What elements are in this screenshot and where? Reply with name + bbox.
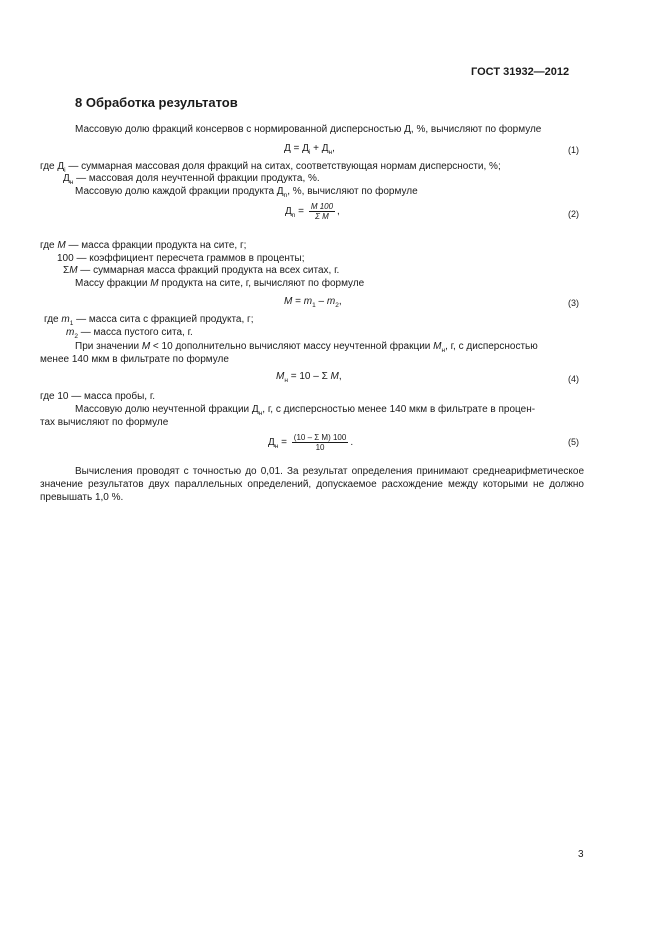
equation-3: $M = m_1 - m_2$, [284, 296, 342, 309]
equation-2: $Д_n$ = $\frac{M 100}{\text{Σ M}}$ , [285, 202, 340, 221]
equation-1: $Д = Д_i + Д_н$, [284, 143, 335, 156]
paragraph-5b: тах вычисляют по формуле [40, 417, 169, 428]
fraction-5: $\frac{\text{(10 – Σ M) 100}}{10}$ [293, 433, 347, 452]
definition-2c: ΣM — суммарная масса фракций продукта на всех ситах, г. [63, 265, 340, 276]
definition-3a: где $m_1$ — масса сита с фракцией продукта, г; [44, 314, 254, 327]
equation-2-number: (2) [568, 209, 579, 219]
equation-3-number: (3) [568, 298, 579, 308]
equation-5-number: (5) [568, 437, 579, 447]
paragraph-3: Массу фракции M продукта на сите, г, вычисляют по формуле [75, 278, 365, 289]
paragraph-2: Массовую долю каждой фракции продукта $Д_n$, %, вычисляют по формуле [75, 186, 418, 199]
fraction-2: $\frac{M 100}{\text{Σ M}}$ [310, 202, 334, 221]
paragraph-1: Массовую долю фракций консервов с нормированной дисперсностью Д, %, вычисляют по формуле [75, 124, 542, 135]
paragraph-6: Вычисления проводят с точностью до 0,01. За результат определения принимают среднеарифметическое значение результатов двух параллельных определений, допускаемое расхождение между которыми не должно превышать 1,0 %. [40, 466, 584, 503]
definition-2a: где M — масса фракции продукта на сите, г; [40, 240, 247, 251]
definition-2b: 100 — коэффициент пересчета граммов в проценты; [57, 253, 305, 264]
section-heading [75, 95, 238, 110]
equation-4: $M_н = 10 - \Sigma$ M, [276, 371, 342, 384]
equation-1-number: (1) [568, 145, 579, 155]
page-number: 3 [578, 849, 584, 860]
equation-4-number: (4) [568, 374, 579, 384]
equation-5: $Д_н$ = $\frac{\text{(10 – Σ M) 100}}{10}$ . [268, 433, 354, 452]
definition-1b: $Д_н$ — массовая доля неучтенной фракции продукта, %. [63, 173, 320, 186]
definition-1a: где $Д_i$ — суммарная массовая доля фракций на ситах, соответствующая нормам дисперсности, %; [40, 161, 501, 174]
paragraph-4b: менее 140 мкм в фильтрате по формуле [40, 354, 229, 365]
definition-3b: $m_2$ — масса пустого сита, г. [66, 327, 193, 340]
section-number: 8 [75, 95, 83, 110]
standard-designation: ГОСТ 31932—2012 [471, 66, 570, 78]
paragraph-5a: Массовую долю неучтенной фракции $Д_н$, г, с дисперсностью менее 140 мкм в фильтрате в процен- [75, 404, 536, 417]
definition-4: где 10 — масса пробы, г. [40, 391, 156, 402]
paragraph-4a: При значении M < 10 дополнительно вычисляют массу неучтенной фракции $M_н$, г, с дисперсностью [75, 341, 538, 354]
section-title: Обработка результатов [85, 95, 238, 110]
